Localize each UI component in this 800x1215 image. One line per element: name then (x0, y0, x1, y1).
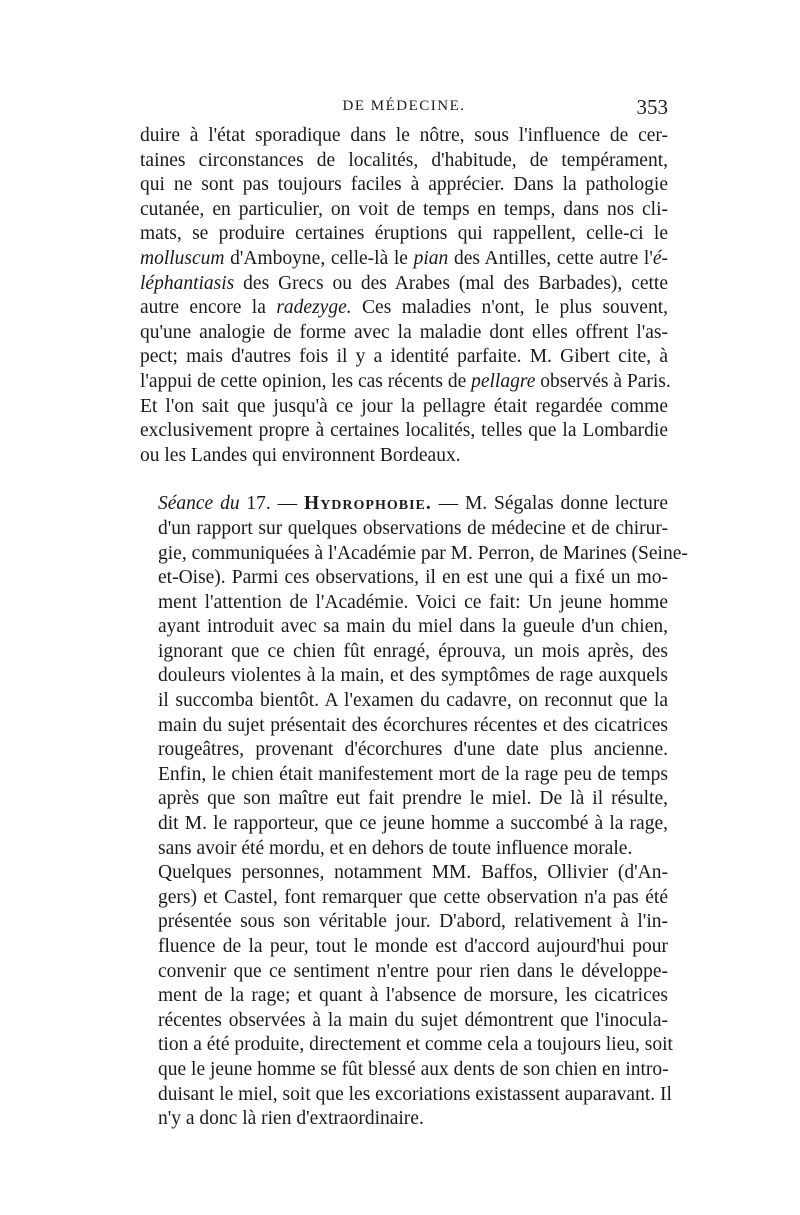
text-line: que le jeune homme se fût blessé aux dents de son chien en intro- (158, 1058, 669, 1080)
italic-term: molluscum (140, 247, 225, 269)
text-line: ignorant que ce chien fût enragé, éprouva, un mois après, des (158, 640, 668, 662)
text-line: qu'une analogie de forme avec la maladie dont elles offrent l'as- (140, 321, 668, 343)
page-number: 353 (636, 95, 668, 119)
text-run: des Antilles, cette autre l' (448, 247, 653, 269)
text-run: autre encore la (140, 297, 277, 319)
text-line: récentes observées à la main du sujet démontrent que l'inocula- (158, 1009, 668, 1031)
text-line: ment l'attention de l'Académie. Voici ce fait: Un jeune homme (158, 591, 668, 613)
text-run: Ces maladies n'ont, le plus souvent, (351, 297, 668, 319)
text-line: ayant introduit avec sa main du miel dans la gueule d'un chien, (158, 616, 668, 638)
text-line: convenir que ce sentiment n'entre pour rien dans le développe- (158, 960, 668, 982)
text-line: pect; mais d'autres fois il y a identité parfaite. M. Gibert cite, à (140, 346, 668, 368)
text-line (140, 492, 668, 517)
text-line: présentée sous son véritable jour. D'abord, relativement à l'in- (158, 911, 668, 933)
text-run: 17. — (239, 493, 305, 515)
paragraph-pathology (140, 124, 671, 468)
text-line: tion a été produite, directement et comme cela a toujours lieu, soit (158, 1034, 673, 1056)
paragraph-objections (140, 861, 673, 1132)
text-line: duire à l'état sporadique dans le nôtre, sous l'influence de cer- (140, 125, 668, 146)
text-run: observés à Paris. (535, 370, 671, 392)
text-line: fluence de la peur, tout le monde est d'accord aujourd'hui pour (158, 936, 668, 957)
text-line: douleurs violentes à la main, et des symptômes de rage auxquels (158, 665, 668, 687)
italic-term: pian (413, 247, 449, 269)
text-run: d'Amboyne, celle-là le (224, 247, 414, 269)
italic-term: é- (652, 247, 668, 269)
italic-term: radezyge. (276, 297, 352, 319)
text-line (140, 296, 668, 321)
text-line: sans avoir été mordu, et en dehors de toute influence morale. (158, 837, 633, 859)
text-line: ment de la rage; et quant à l'absence de morsure, les cicatrices (158, 985, 668, 1007)
italic-term: léphantiasis (140, 272, 235, 294)
text-line (140, 370, 671, 395)
paragraph-hydrophobia (140, 492, 688, 861)
text-line: qui ne sont pas toujours faciles à apprécier. Dans la pathologie (140, 174, 668, 196)
text-line: gers) et Castel, font remarquer que cette observation n'a pas été (158, 886, 668, 908)
session-date-label: Séance du (158, 493, 240, 515)
text-run: — M. Ségalas donne lecture (431, 493, 669, 515)
text-line: mats, se produire certaines éruptions qui rappellent, celle-ci le (140, 223, 668, 245)
text-line: d'un rapport sur quelques observations de médecine et de chirur- (158, 517, 668, 539)
text-line: n'y a donc là rien d'extraordinaire. (158, 1108, 424, 1130)
running-title: DE MÉDECINE. (342, 98, 466, 114)
text-line: Et l'on sait que jusqu'à ce jour la pellagre était regardée comme (140, 395, 668, 417)
text-line (140, 272, 668, 297)
text-line: exclusivement propre à certaines localités, telles que la Lombardie (140, 420, 668, 442)
running-header (140, 95, 668, 124)
text-line: dit M. le rapporteur, que ce jeune homme a succombé à la rage, (158, 813, 668, 835)
text-run: des Grecs ou des Arabes (mal des Barbades), cette (234, 272, 668, 294)
text-line: rougeâtres, provenant d'écorchures d'une date plus ancienne. (158, 739, 668, 761)
body-text (140, 124, 688, 1132)
text-line: main du sujet présentait des écorchures récentes et des cicatrices (158, 714, 668, 736)
text-line: gie, communiquées à l'Académie par M. Perron, de Marines (Seine- (158, 542, 688, 564)
text-line: Enfin, le chien était manifestement mort de la rage peu de temps (158, 763, 668, 785)
text-run: l'appui de cette opinion, les cas récents de (140, 370, 472, 392)
text-line (140, 247, 668, 272)
section-heading: Hydrophobie. (304, 493, 432, 515)
text-line: ou les Landes qui environnent Bordeaux. (140, 444, 461, 466)
text-line: duisant le miel, soit que les excoriations existassent auparavant. Il (158, 1083, 672, 1105)
text-line: cutanée, en particulier, on voit de temps en temps, dans nos cli- (140, 198, 668, 220)
italic-term: pellagre (471, 370, 536, 392)
text-line: et-Oise). Parmi ces observations, il en est une qui a fixé un mo- (158, 567, 668, 589)
text-line: Quelques personnes, notamment MM. Baffos, Ollivier (d'An- (158, 862, 668, 884)
text-line: après que son maître eut fait prendre le miel. De là il résulte, (158, 788, 668, 810)
text-line: taines circonstances de localités, d'habitude, de tempérament, (140, 149, 668, 171)
text-line: il succomba bientôt. A l'examen du cadavre, on reconnut que la (158, 690, 668, 712)
